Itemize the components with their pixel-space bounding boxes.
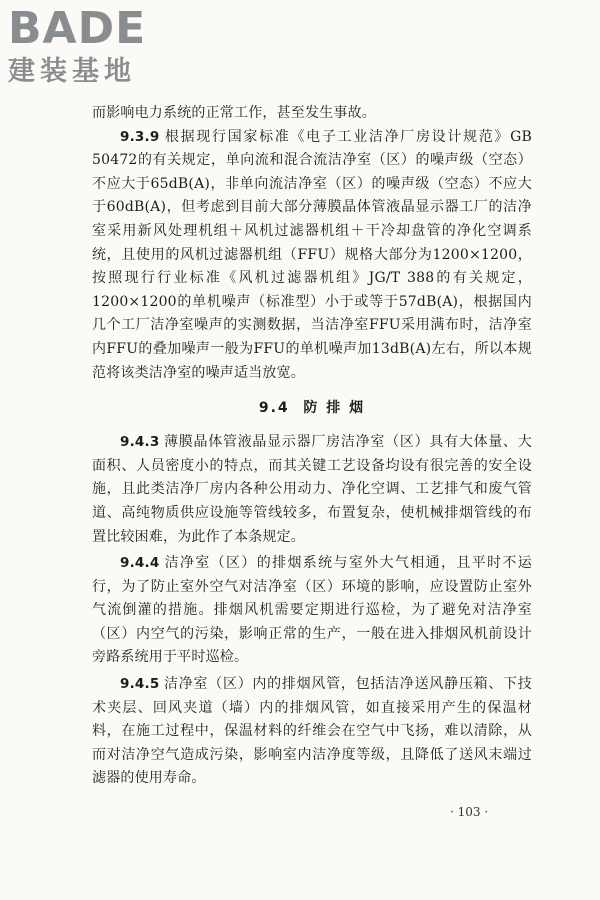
clause-9-4-3: [92, 431, 532, 549]
page-number: · 103 ·: [450, 805, 489, 819]
clause-9-4-4: [92, 552, 532, 670]
clause-number: 9.4.3: [120, 434, 160, 451]
clause-text: 洁净室（区）的排烟系统与室外大气相通，且平时不运行，为了防止室外空气对洁净室（区）环境的影响，应设置防止室外气流倒灌的措施。排烟风机需要定期进行巡检，为了避免对洁净室（区）内空气的污染，影响正常的生产，一般在进入排烟风机前设计旁路系统用于平时巡检。: [92, 555, 532, 666]
section-heading: [92, 397, 532, 417]
continuation-text: 而影响电力系统的正常工作，甚至发生事故。: [92, 105, 376, 121]
logo-wordmark: BADE: [8, 3, 147, 54]
clause-text: 洁净室（区）内的排烟风管，包括洁净送风静压箱、下技术夹层、回风夹道（墙）内的排烟风管，如直接采用产生的保温材料，在施工过程中，保温材料的纤维会在空气中飞扬，难以清除，从而对洁净空气造成污染，影响室内洁净度等级，且降低了送风末端过滤器的使用寿命。: [92, 676, 532, 787]
clause-number: 9.4.5: [120, 676, 160, 693]
bade-logo: [8, 4, 188, 94]
clause-text: 根据现行国家标准《电子工业洁净厂房设计规范》GB 50472的有关规定，单向流和混合流洁净室（区）的噪声级（空态）不应大于65dB(A)，非单向流洁净室（区）的噪声级（空态）不应大于60dB(A)，但考虑到目前大部分薄膜晶体管液晶显示器工厂的洁净室采用新风处理机组＋风机过滤器机组＋干冷却盘管的净化空调系统，且使用的风机过滤器机组（FFU）规格大部分为1200×1200，按照现行行业标准《风机过滤器机组》JG/T 388的有关规定，1200×1200的单机噪声（标准型）小于或等于57dB(A)，根据国内几个工厂洁净室噪声的实测数据，当洁净室FFU采用满布时，洁净室内FFU的叠加噪声一般为FFU的单机噪声加13dB(A)左右，所以本规范将该类洁净室的噪声适当放宽。: [92, 128, 532, 381]
clause-text: 薄膜晶体管液晶显示器厂房洁净室（区）具有大体量、大面积、人员密度小的特点，而其关键工艺设备均设有很完善的安全设施，且此类洁净厂房内各种公用动力、净化空调、工艺排气和废气管道、高纯物质供应设施等管线较多，布置复杂，使机械排烟管线的布置比较困难，为此作了本条规定。: [92, 434, 532, 545]
clause-number: 9.4.4: [120, 555, 160, 572]
page-body: [92, 102, 532, 791]
section-number: 9.4: [258, 400, 290, 417]
clause-9-3-9: [92, 126, 532, 386]
logo-subtitle: 建装基地: [8, 56, 136, 87]
clause-9-4-5: [92, 673, 532, 791]
section-title: 防 排 烟: [303, 400, 366, 417]
clause-number: 9.3.9: [120, 128, 160, 145]
